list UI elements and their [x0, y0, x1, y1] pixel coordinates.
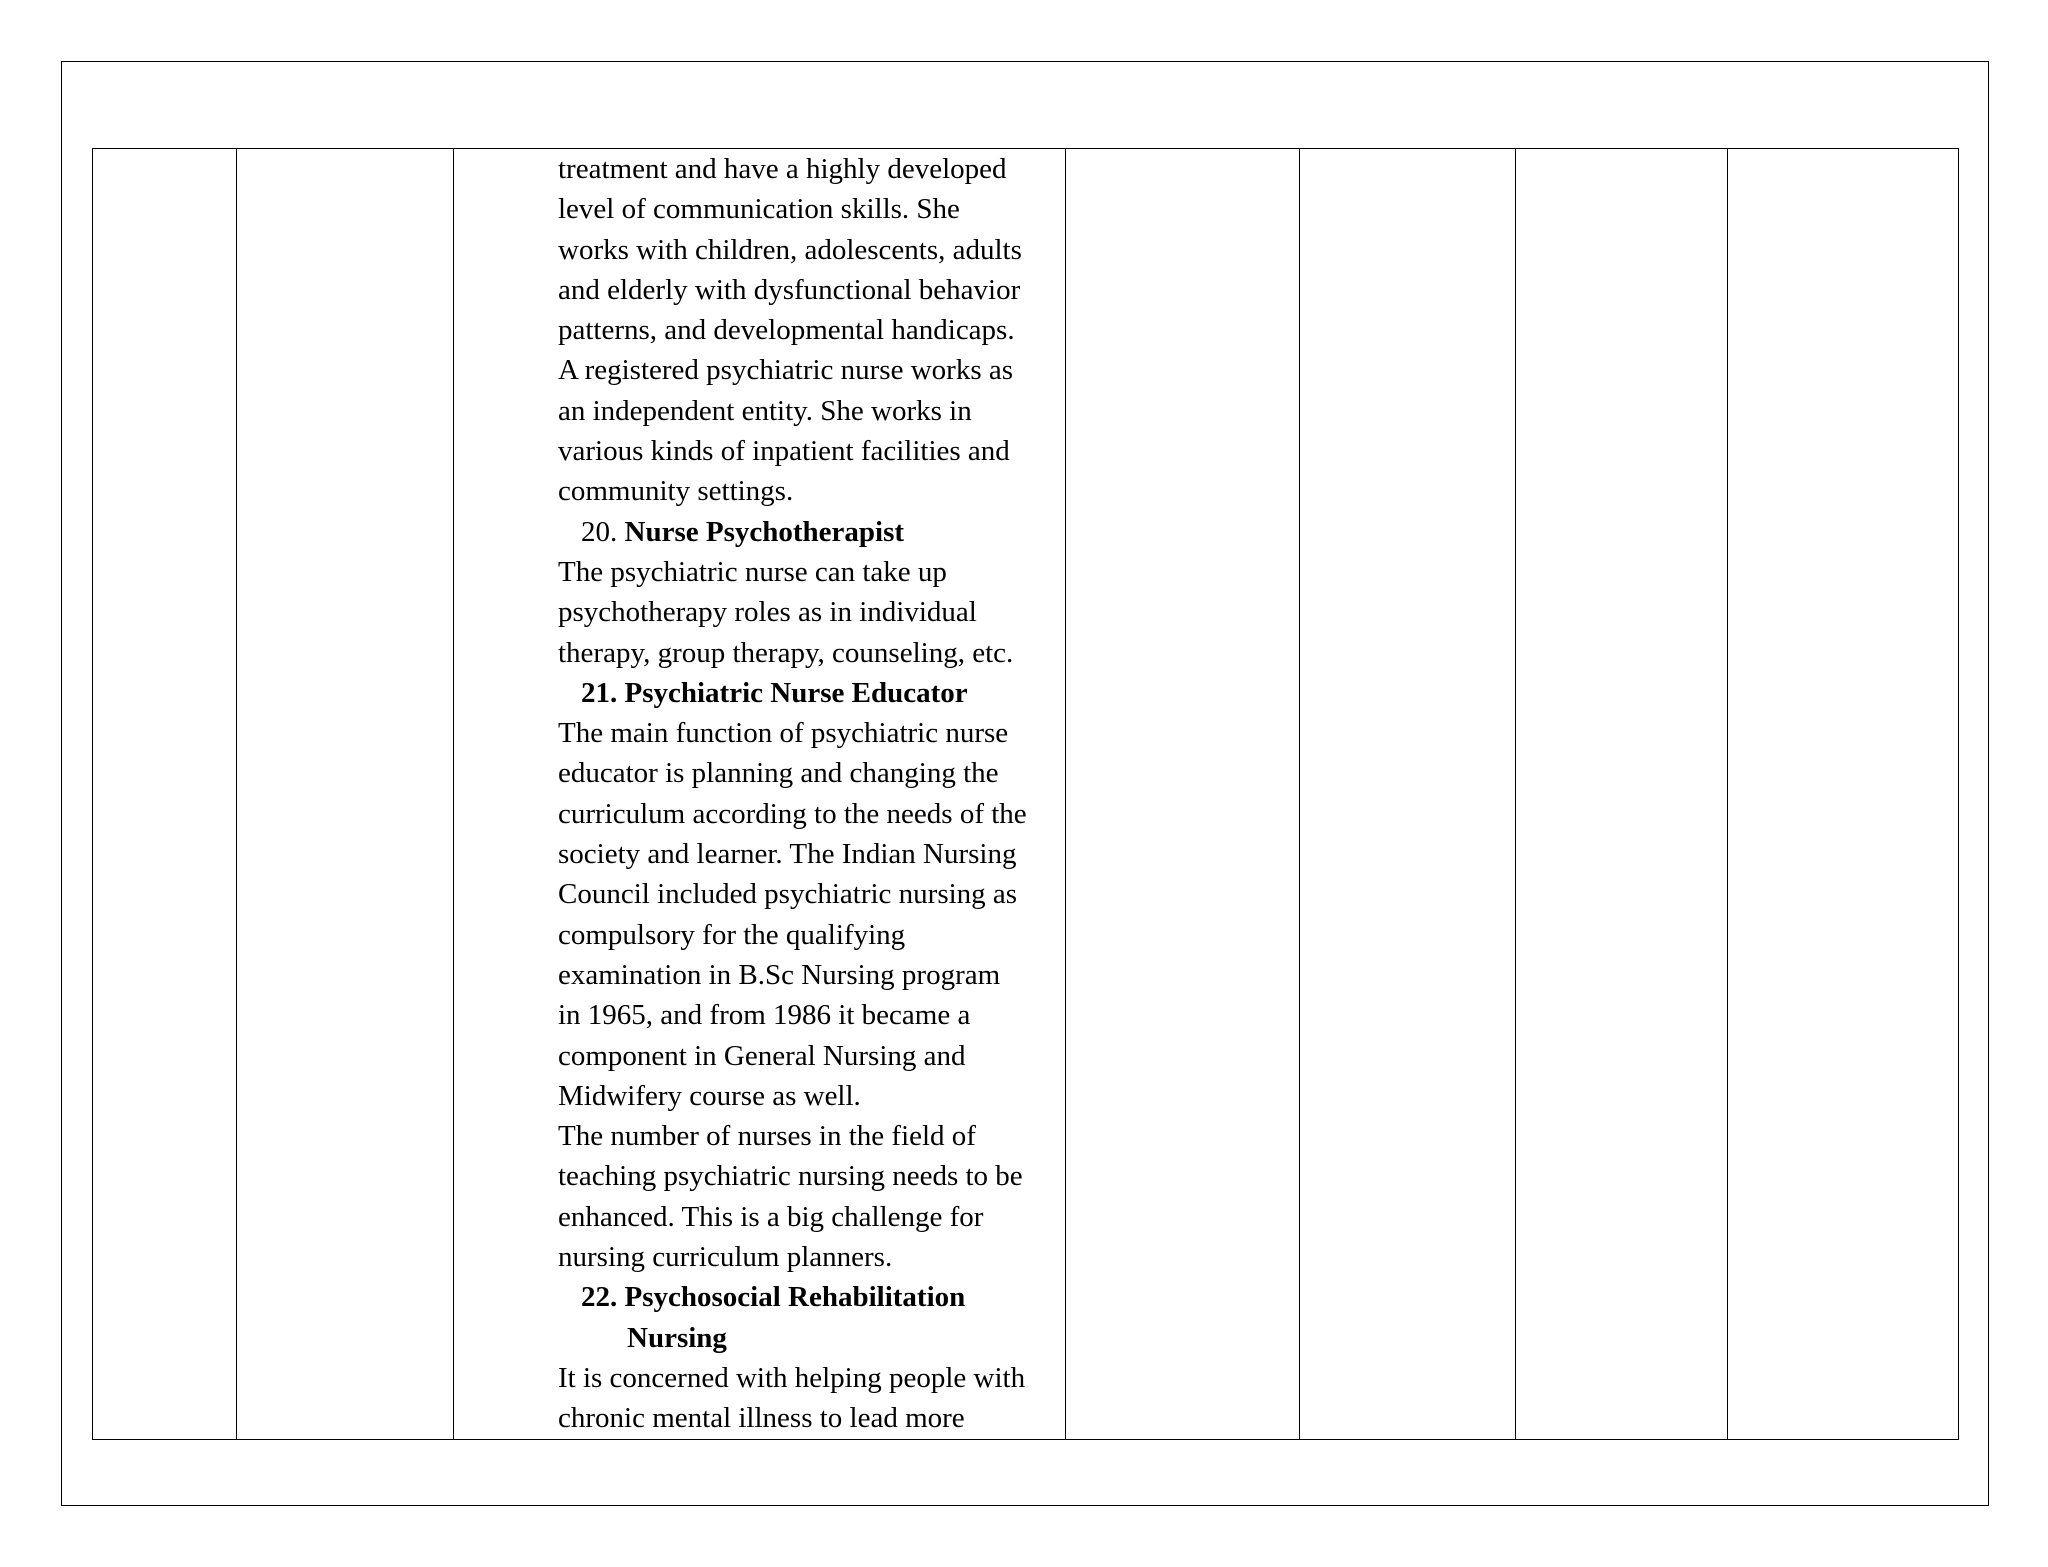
section-heading-22: [558, 1277, 1057, 1317]
text-line: Midwifery course as well.: [558, 1079, 861, 1112]
text-line: community settings.: [558, 475, 794, 508]
text-line: nursing curriculum planners.: [558, 1241, 893, 1274]
text-line: psychotherapy roles as in individual: [558, 596, 977, 629]
text-line: compulsory for the qualifying: [558, 918, 906, 951]
table-cell-col4: [1066, 149, 1300, 1440]
text-line: component in General Nursing and: [558, 1039, 966, 1072]
text-line: The main function of psychiatric nurse: [558, 717, 1009, 750]
section-heading-21: [558, 673, 1057, 713]
text-line: educator is planning and changing the: [558, 757, 999, 790]
text-line: It is concerned with helping people with: [558, 1361, 1026, 1394]
text-line: curriculum according to the needs of the: [558, 797, 1027, 830]
table-cell-col5: [1300, 149, 1516, 1440]
table-cell-content: [454, 149, 1066, 1440]
text-line: enhanced. This is a big challenge for: [558, 1200, 984, 1233]
table-row: [93, 149, 1959, 1440]
text-line: in 1965, and from 1986 it became a: [558, 999, 971, 1032]
text-line: Council included psychiatric nursing as: [558, 878, 1018, 911]
text-line: works with children, adolescents, adults: [558, 233, 1022, 266]
section-heading-20: [558, 512, 1057, 552]
heading-title: Nurse Psychotherapist: [624, 515, 905, 548]
table-cell-col7: [1728, 149, 1959, 1440]
text-line: chronic mental illness to lead more: [558, 1402, 965, 1435]
lesson-plan-table: [92, 148, 1959, 1440]
table-cell-col1: [93, 149, 237, 1440]
table-cell-col6: [1516, 149, 1728, 1440]
content-text: [454, 149, 1065, 1439]
heading-number: 20.: [581, 515, 618, 548]
text-line: therapy, group therapy, counseling, etc.: [558, 636, 1014, 669]
text-line: an independent entity. She works in: [558, 394, 972, 427]
heading-title: 22. Psychosocial Rehabilitation: [581, 1281, 966, 1314]
text-line: treatment and have a highly developed: [558, 153, 1007, 185]
text-line: examination in B.Sc Nursing program: [558, 958, 1001, 991]
text-line: level of communication skills. She: [558, 193, 960, 226]
text-line: teaching psychiatric nursing needs to be: [558, 1160, 1023, 1193]
text-line: A registered psychiatric nurse works as: [558, 354, 1014, 387]
text-line: patterns, and developmental handicaps.: [558, 314, 1015, 347]
section-heading-22-continued: Nursing: [627, 1321, 727, 1354]
text-line: various kinds of inpatient facilities and: [558, 435, 1010, 468]
table-cell-col2: [237, 149, 454, 1440]
text-line: society and learner. The Indian Nursing: [558, 838, 1017, 871]
text-line: The psychiatric nurse can take up: [558, 555, 947, 588]
heading-title: 21. Psychiatric Nurse Educator: [581, 676, 968, 709]
text-line: and elderly with dysfunctional behavior: [558, 273, 1021, 306]
text-line: The number of nurses in the field of: [558, 1120, 976, 1153]
